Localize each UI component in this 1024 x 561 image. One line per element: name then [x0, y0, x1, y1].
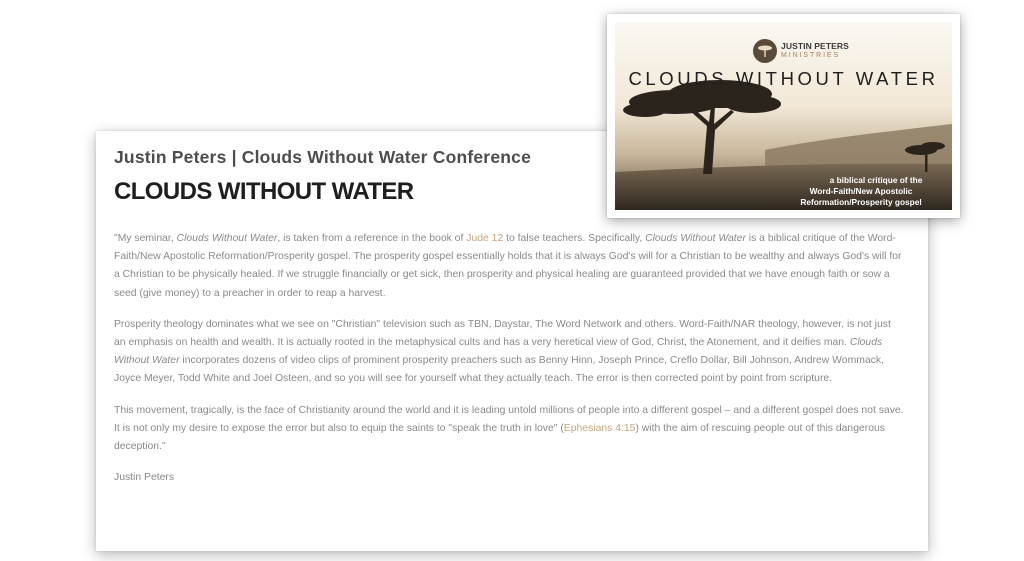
- brand-text: [781, 42, 849, 60]
- article-title: CLOUDS WITHOUT WATER: [114, 178, 414, 205]
- p1-text-2: , is taken from a reference in the book of: [277, 233, 467, 244]
- promo-caption-line-2: Word-Faith/New Apostolic Reformation/Prosperity gospel: [800, 186, 922, 207]
- article-subtitle: Justin Peters | Clouds Without Water Conference: [114, 147, 532, 167]
- p2-emphasis-1: Clouds Without Water: [114, 337, 883, 367]
- p2-text-1: Prosperity theology dominates what we see on "Christian" television such as TBN, Daystar, The Word Network and others. Word-Faith/NAR theology, however, is not just an emphasis on health and wealth. It is actually rooted in the metaphysical cults and has a very heretical view of God, Christ, the Atonement, and it deifies man.: [114, 318, 891, 349]
- p3-text-1: This movement, tragically, is the face of Christianity around the world and it is leading untold millions of people into a different gospel – and a different gospel does not save. It is not only my desire to expose the error but also to equip the saints to "speak the truth in love" (: [114, 404, 904, 434]
- paragraph-2: [114, 316, 904, 389]
- promo-caption: [799, 175, 952, 208]
- promo-caption-line-1: a biblical critique of the: [829, 175, 923, 185]
- signature: Justin Peters: [114, 472, 175, 484]
- p1-text-1: "My seminar,: [114, 233, 177, 244]
- jude-12-link[interactable]: Jude 12: [466, 233, 504, 244]
- p1-text-4: is a biblical critique of the Word-Faith/New Apostolic Reformation/Prosperity gospel. The prosperity gospel essentially holds that it is always God's will for a Christian to be wealthy and always God's will for a Christian to be physically healed. If we struggle financially or get sick, then prosperity and physical healing are guaranteed provided that we have enough faith or sow a seed (give money) to a preacher in order to reap a harvest.: [114, 233, 902, 299]
- paragraph-1: [114, 230, 904, 303]
- promo-artwork: [615, 22, 952, 210]
- promo-title: CLOUDS WITHOUT WATER: [628, 68, 939, 89]
- paragraph-3: [114, 402, 904, 457]
- article-body: [114, 230, 904, 487]
- p1-emphasis-1: Clouds Without Water: [176, 233, 278, 244]
- p1-text-3: to false teachers. Specifically,: [503, 233, 646, 244]
- brand-subname: MINISTRIES: [781, 52, 841, 59]
- promo-thumbnail: [607, 14, 960, 218]
- p2-text-2: incorporates dozens of video clips of prominent prosperity preachers such as Benny Hinn, Joseph Prince, Creflo Dollar, Bill Johnson, Andrew Wommack, Joyce Meyer, Todd White and Joel Osteen, and so you will see for yourself what they actually teach. The error is then corrected point by point from scripture.: [114, 355, 884, 385]
- ephesians-4-15-link[interactable]: Ephesians 4:15: [563, 422, 636, 434]
- p3-text-2: ) with the aim of rescuing people out of this dangerous deception.": [114, 422, 885, 453]
- p1-emphasis-2: Clouds Without Water: [645, 233, 746, 244]
- tree-logo-icon: [753, 39, 777, 63]
- brand-name: JUSTIN PETERS: [781, 41, 849, 51]
- ministry-brand: [753, 39, 849, 63]
